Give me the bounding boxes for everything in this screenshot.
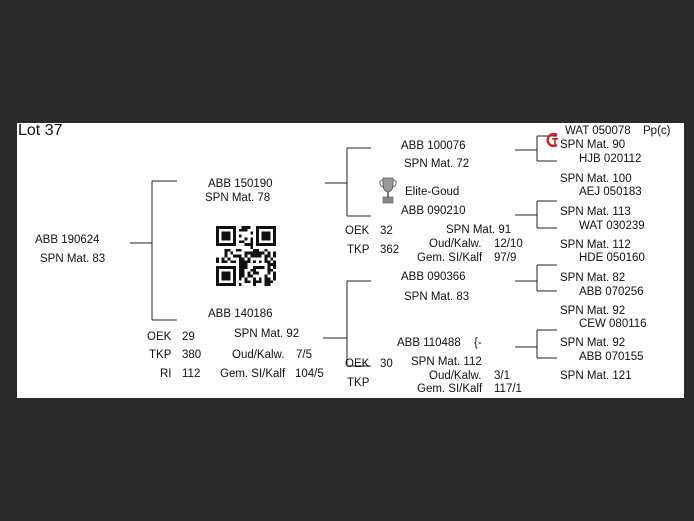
dd-oek-label: OEK [345, 358, 370, 370]
dam-ri-label: RI [160, 368, 172, 380]
dam-reg: ABB 140186 [208, 308, 273, 320]
dd-oek: 30 [380, 358, 393, 370]
ddd-reg: ABB 070155 [579, 351, 644, 363]
sds-spn: SPN Mat. 113 [560, 206, 631, 218]
sss-reg: WAT 050078 [565, 125, 631, 137]
ssd-spn: SPN Mat. 100 [560, 173, 632, 185]
sd-tkp: 362 [380, 244, 400, 256]
dam-ri: 112 [182, 368, 201, 380]
animal-reg: ABB 190624 [35, 234, 100, 246]
sd-spn: SPN Mat. 91 [446, 224, 512, 236]
ds-spn: SPN Mat. 83 [404, 291, 470, 303]
dam-oek-label: OEK [147, 331, 172, 343]
sire-reg: ABB 150190 [208, 178, 273, 190]
ddd-spn: SPN Mat. 121 [560, 370, 632, 382]
dd-reg: ABB 110488 [397, 337, 461, 349]
pedigree-sheet [17, 123, 684, 398]
qr-code-icon [216, 226, 276, 286]
sire-spn: SPN Mat. 78 [205, 192, 271, 204]
animal-spn: SPN Mat. 83 [40, 253, 106, 265]
breeder-logo-icon [545, 132, 561, 148]
sd-gem-label: Gem. SI/Kalf [417, 252, 483, 264]
dss-spn: SPN Mat. 82 [560, 272, 626, 284]
sd-oek-label: OEK [345, 225, 370, 237]
sds-reg: AEJ 050183 [579, 186, 642, 198]
dam-tkp: 380 [182, 349, 202, 361]
dam-oek: 29 [182, 331, 195, 343]
dd-oud: 3/1 [494, 370, 510, 382]
lot-number: Lot 37 [18, 123, 63, 139]
dd-gem: 117/1 [494, 383, 522, 395]
sss-spn: SPN Mat. 90 [560, 139, 626, 151]
dsd-spn: SPN Mat. 92 [560, 305, 626, 317]
sd-oek: 32 [380, 225, 393, 237]
trophy-icon [379, 176, 397, 206]
sd-reg: ABB 090210 [401, 205, 466, 217]
sd-oud-label: Oud/Kalw. [429, 238, 482, 250]
dam-oud: 7/5 [296, 349, 312, 361]
ss-reg: ABB 100076 [401, 140, 466, 152]
dds-reg: CEW 080116 [579, 318, 647, 330]
dam-gem: 104/5 [295, 368, 324, 380]
dss-reg: HDE 050160 [579, 252, 645, 264]
dd-tkp-label: TKP [347, 377, 370, 389]
sd-gem: 97/9 [494, 252, 517, 264]
ds-reg: ABB 090366 [401, 271, 466, 283]
dam-gem-label: Gem. SI/Kalf [220, 368, 286, 380]
dsd-reg: ABB 070256 [579, 286, 644, 298]
sss-extra: Pp(c) [643, 125, 671, 137]
dd-gem-label: Gem. SI/Kalf [417, 383, 483, 395]
sdd-reg: WAT 030239 [579, 220, 645, 232]
sdd-spn: SPN Mat. 112 [560, 239, 631, 251]
ssd-reg: HJB 020112 [579, 153, 642, 165]
sd-oud: 12/10 [494, 238, 523, 250]
ss-spn: SPN Mat. 72 [404, 158, 470, 170]
sd-tkp-label: TKP [347, 244, 370, 256]
dd-oud-label: Oud/Kalw. [429, 370, 482, 382]
dd-spn: SPN Mat. 112 [411, 356, 482, 368]
dd-extra: {- [474, 337, 482, 349]
dds-spn: SPN Mat. 92 [560, 337, 626, 349]
dam-oud-label: Oud/Kalw. [232, 349, 285, 361]
sd-award: Elite-Goud [405, 186, 460, 198]
dam-tkp-label: TKP [149, 349, 172, 361]
dam-spn: SPN Mat. 92 [234, 328, 300, 340]
